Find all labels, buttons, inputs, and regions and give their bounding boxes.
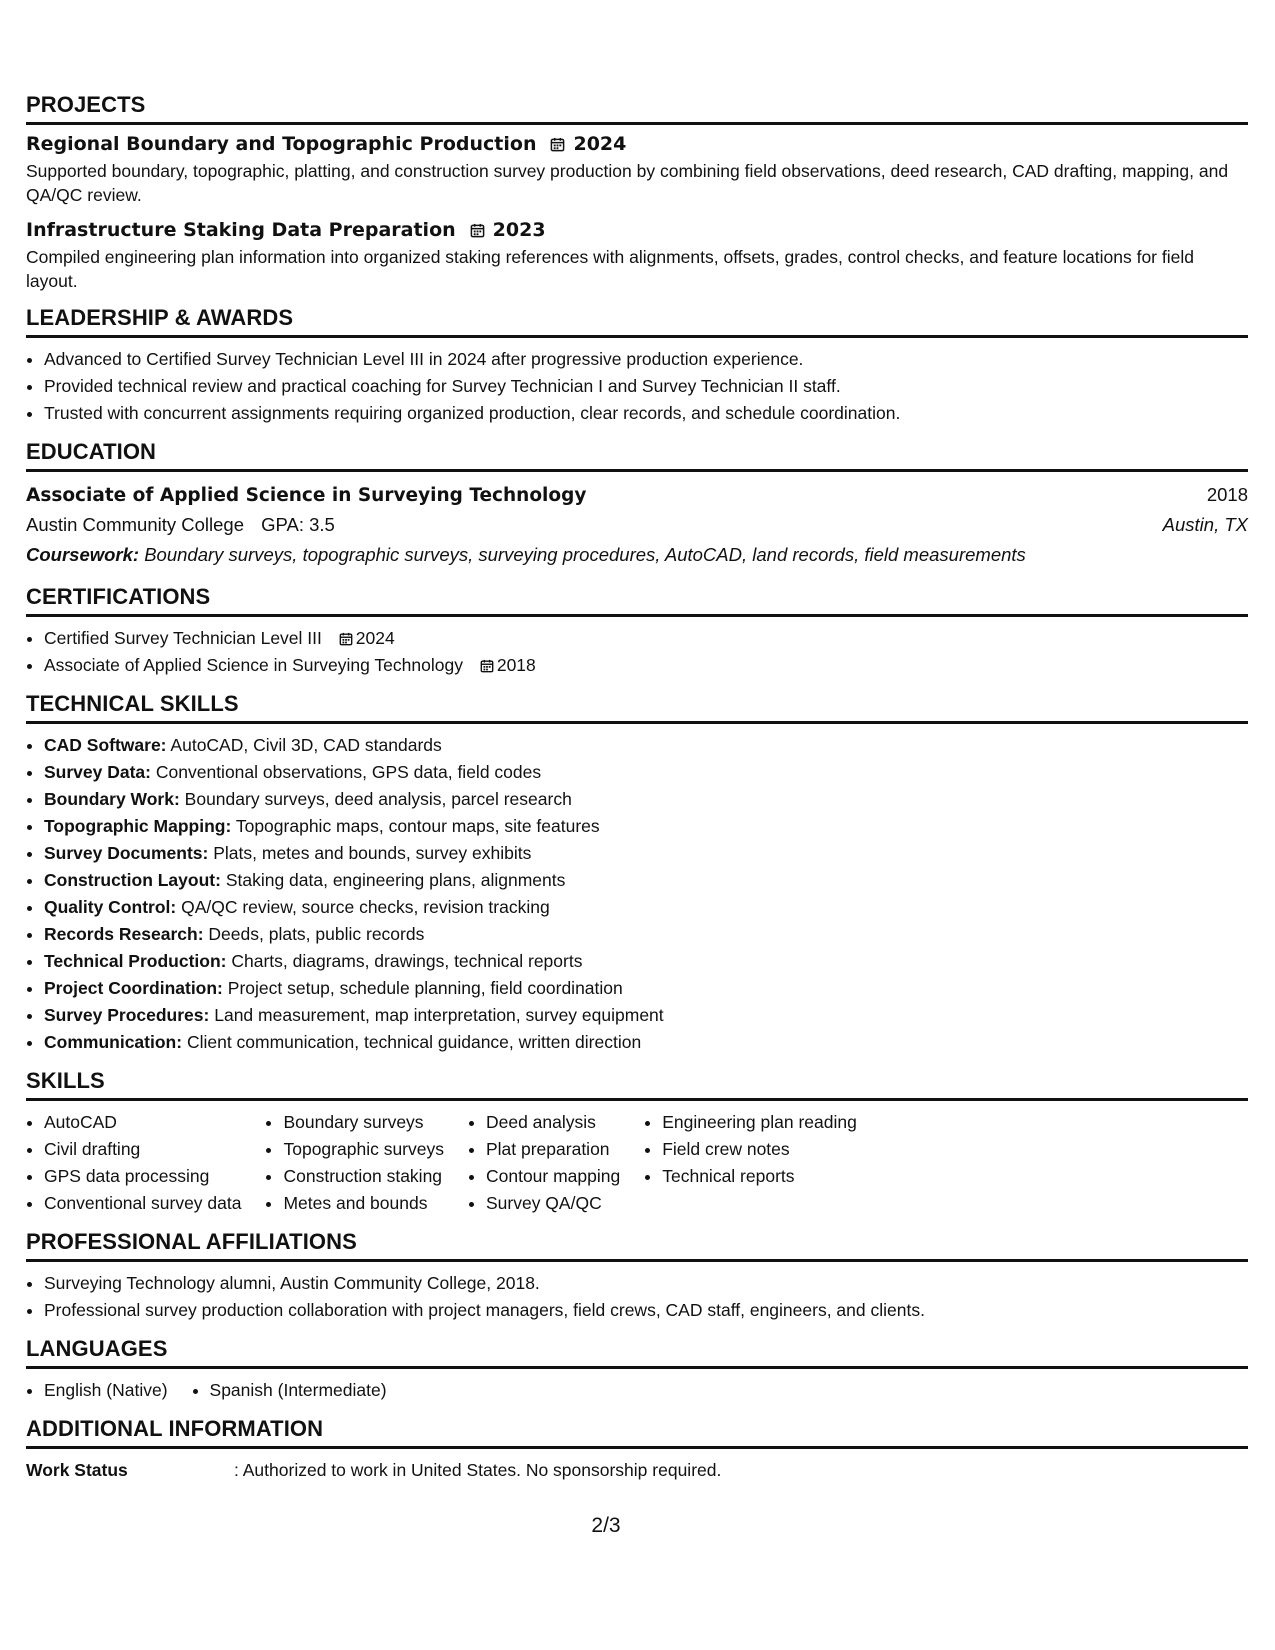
list-item: • GPS data processing	[44, 1163, 241, 1190]
skill-value: Boundary surveys, deed analysis, parcel research	[184, 789, 572, 809]
skill-label: CAD Software:	[44, 735, 167, 755]
education-year: 2018	[1206, 484, 1248, 505]
list-item: • Surveying Technology alumni, Austin Community College, 2018.	[44, 1270, 1248, 1297]
resume-page	[26, 92, 1248, 1483]
list-item	[44, 948, 1248, 975]
list-item: • Advanced to Certified Survey Technician Level III in 2024 after progressive production experience.	[44, 346, 1248, 373]
skill-value: Client communication, technical guidance, written direction	[186, 1032, 642, 1052]
list-item: • Professional survey production collaboration with project managers, field crews, CAD staff, engineers, and clients.	[44, 1297, 1248, 1324]
languages-list	[26, 1377, 1248, 1404]
project-title: Regional Boundary and Topographic Production	[26, 133, 537, 155]
leadership-list	[26, 346, 1248, 427]
project-year: 2023	[492, 219, 546, 241]
calendar-icon	[470, 223, 485, 238]
skill-value: Topographic maps, contour maps, site features	[235, 816, 600, 836]
project-year: 2024	[573, 133, 627, 155]
skill-value: QA/QC review, source checks, revision tracking	[181, 897, 550, 917]
skill-label: Project Coordination:	[44, 978, 223, 998]
leadership-heading: LEADERSHIP & AWARDS	[26, 305, 1248, 338]
project-description: Compiled engineering plan information into organized staking references with alignments, offsets, grades, control checks, and feature locations for field layout.	[26, 247, 1194, 291]
skill-label: Construction Layout:	[44, 870, 221, 890]
project-item	[26, 219, 1248, 293]
page-number: 2/3	[591, 1514, 621, 1537]
project-item	[26, 133, 1248, 207]
list-item: • Survey QA/QC	[486, 1190, 620, 1217]
list-item	[44, 786, 1248, 813]
list-item: • Field crew notes	[662, 1136, 857, 1163]
calendar-icon	[339, 632, 353, 646]
list-item: • AutoCAD	[44, 1109, 241, 1136]
affiliations-list	[26, 1270, 1248, 1324]
skill-value: Staking data, engineering plans, alignments	[225, 870, 566, 890]
calendar-icon	[550, 137, 565, 152]
skill-label: Records Research:	[44, 924, 204, 944]
list-item: • Topographic surveys	[283, 1136, 444, 1163]
list-item: • Boundary surveys	[283, 1109, 444, 1136]
list-item	[44, 732, 1248, 759]
education-heading: EDUCATION	[26, 439, 1248, 472]
technical-skills-heading: TECHNICAL SKILLS	[26, 691, 1248, 724]
education-school: Austin Community College	[26, 514, 244, 535]
skill-label: Survey Procedures:	[44, 1005, 210, 1025]
additional-info-section	[26, 1416, 1248, 1483]
list-item	[44, 1029, 1248, 1056]
skills-grid	[26, 1109, 1248, 1217]
skill-value: Project setup, schedule planning, field coordination	[227, 978, 623, 998]
list-item: • Spanish (Intermediate)	[210, 1377, 387, 1404]
certification-name: Certified Survey Technician Level III	[44, 628, 322, 648]
list-item: • Conventional survey data	[44, 1190, 241, 1217]
education-degree: Associate of Applied Science in Surveying Technology	[26, 485, 587, 506]
list-item: • Metes and bounds	[283, 1190, 444, 1217]
skill-value: Charts, diagrams, drawings, technical reports	[231, 951, 583, 971]
skills-section	[26, 1068, 1248, 1217]
languages-heading: LANGUAGES	[26, 1336, 1248, 1369]
education-coursework	[26, 540, 1248, 570]
list-item: • Trusted with concurrent assignments requiring organized production, clear records, and schedule coordination.	[44, 400, 1248, 427]
skills-column	[265, 1109, 444, 1217]
skills-column	[26, 1109, 241, 1217]
skill-label: Communication:	[44, 1032, 183, 1052]
skill-value: Land measurement, map interpretation, survey equipment	[214, 1005, 664, 1025]
calendar-icon	[480, 659, 494, 673]
list-item	[44, 921, 1248, 948]
list-item: • Provided technical review and practical coaching for Survey Technician I and Survey Technician II staff.	[44, 373, 1248, 400]
skills-column	[644, 1109, 857, 1217]
coursework-text: Boundary surveys, topographic surveys, surveying procedures, AutoCAD, land records, field measurements	[144, 544, 1026, 565]
affiliations-heading: PROFESSIONAL AFFILIATIONS	[26, 1229, 1248, 1262]
list-item	[44, 1002, 1248, 1029]
affiliations-section	[26, 1229, 1248, 1324]
list-item	[44, 813, 1248, 840]
skill-label: Survey Documents:	[44, 843, 209, 863]
certifications-section	[26, 584, 1248, 679]
skill-value: Deeds, plats, public records	[208, 924, 425, 944]
list-item: • Plat preparation	[486, 1136, 620, 1163]
education-location: Austin, TX	[1162, 514, 1248, 535]
skill-label: Topographic Mapping:	[44, 816, 232, 836]
languages-section	[26, 1336, 1248, 1404]
coursework-label: Coursework:	[26, 544, 140, 565]
technical-skills-list	[26, 732, 1248, 1056]
certifications-heading: CERTIFICATIONS	[26, 584, 1248, 617]
list-item: • Deed analysis	[486, 1109, 620, 1136]
list-item: • Engineering plan reading	[662, 1109, 857, 1136]
skill-label: Technical Production:	[44, 951, 227, 971]
skills-column	[468, 1109, 620, 1217]
list-item: • Civil drafting	[44, 1136, 241, 1163]
list-item	[44, 867, 1248, 894]
list-item	[44, 625, 1248, 652]
skill-label: Quality Control:	[44, 897, 177, 917]
skill-value: Plats, metes and bounds, survey exhibits	[213, 843, 532, 863]
certification-year: 2018	[496, 655, 536, 675]
list-item: • Construction staking	[283, 1163, 444, 1190]
list-item	[44, 840, 1248, 867]
leadership-section	[26, 305, 1248, 427]
skill-label: Boundary Work:	[44, 789, 180, 809]
certification-name: Associate of Applied Science in Surveying Technology	[44, 655, 463, 675]
info-value: : Authorized to work in United States. No sponsorship required.	[234, 1460, 722, 1480]
list-item	[44, 759, 1248, 786]
project-title: Infrastructure Staking Data Preparation	[26, 219, 456, 241]
certification-year: 2024	[355, 628, 395, 648]
projects-heading: PROJECTS	[26, 92, 1248, 125]
list-item: • Technical reports	[662, 1163, 857, 1190]
info-key: Work Status	[26, 1460, 128, 1480]
list-item	[44, 894, 1248, 921]
project-description: Supported boundary, topographic, platting, and construction survey production by combining field observations, deed research, CAD drafting, mapping, and QA/QC review.	[26, 161, 1229, 205]
technical-skills-section	[26, 691, 1248, 1056]
projects-section	[26, 92, 1248, 293]
education-gpa: GPA: 3.5	[261, 514, 335, 535]
list-item	[44, 652, 1248, 679]
skills-heading: SKILLS	[26, 1068, 1248, 1101]
certifications-list	[26, 625, 1248, 679]
education-section	[26, 439, 1248, 570]
additional-info-heading: ADDITIONAL INFORMATION	[26, 1416, 1248, 1449]
skill-value: Conventional observations, GPS data, field codes	[155, 762, 542, 782]
list-item	[44, 975, 1248, 1002]
skill-value: AutoCAD, Civil 3D, CAD standards	[170, 735, 442, 755]
info-row	[26, 1457, 1248, 1483]
skill-label: Survey Data:	[44, 762, 151, 782]
list-item: • English (Native)	[44, 1377, 168, 1404]
list-item: • Contour mapping	[486, 1163, 620, 1190]
